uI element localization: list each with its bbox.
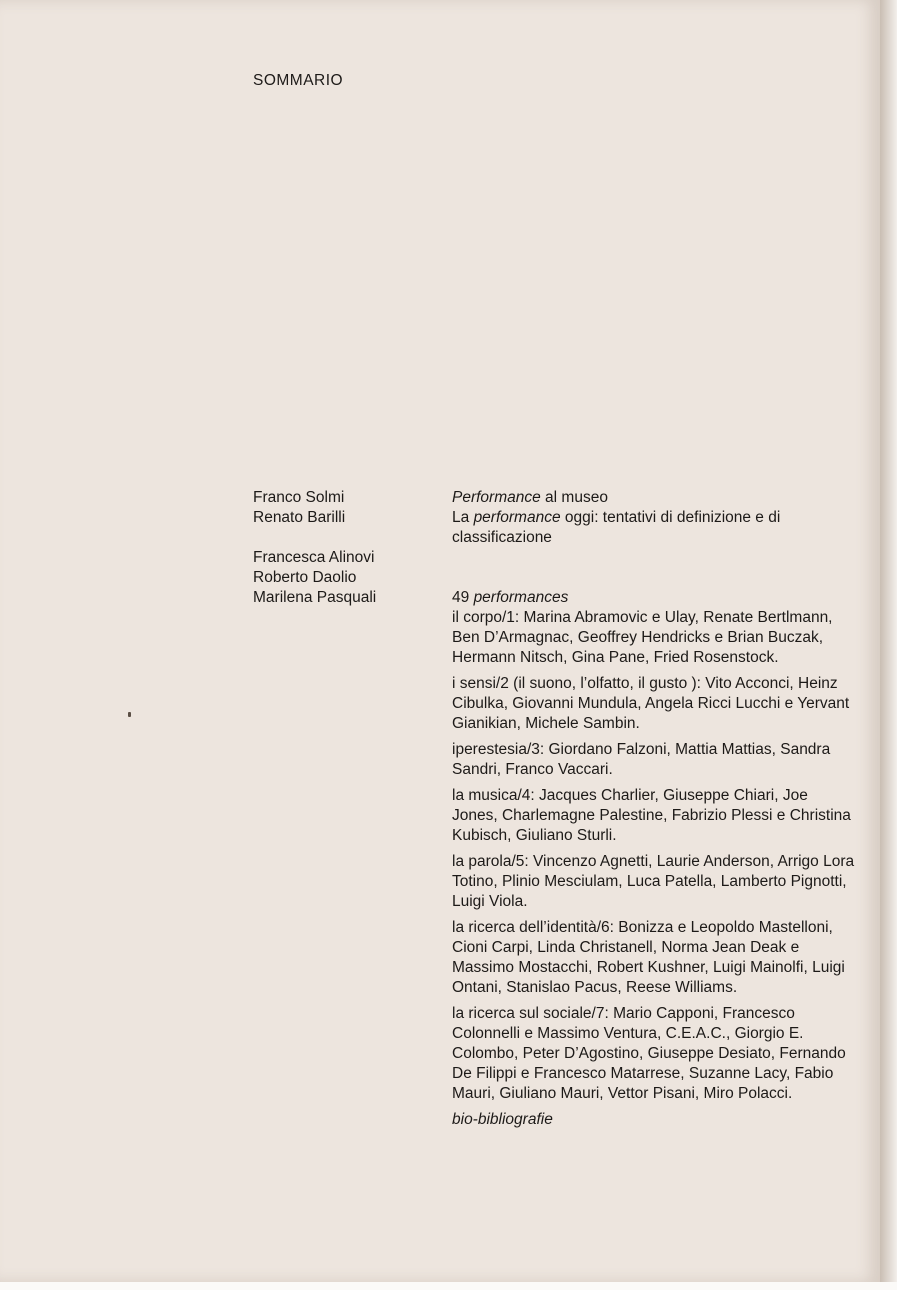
toc-section-parola: la parola/5: Vincenzo Agnetti, Laurie Anderson, Arrigo Lora Totino, Plinio Mesciulam, Luca Patella, Lamberto Pignotti, Luigi Viola. — [452, 853, 855, 910]
contents-column — [452, 488, 857, 1130]
author-francesca-alinovi: Francesca Alinovi — [253, 549, 375, 566]
toc-section-corpo: il corpo/1: Marina Abramovic e Ulay, Renate Bertlmann, Ben D’Armagnac, Geoffrey Hendricks e Brian Buczak, Hermann Nitsch, Gina Pane, Fried Rosenstock. — [452, 609, 833, 666]
toc-section-musica: la musica/4: Jacques Charlier, Giuseppe Chiari, Joe Jones, Charlemagne Palestine, Fabrizio Plessi e Christina Kubisch, Giuliano Sturli. — [452, 787, 851, 844]
toc-italic: performance — [473, 509, 561, 526]
toc-text: al museo — [540, 489, 608, 506]
toc-entry-performance-museo — [452, 488, 857, 508]
author-marilena-pasquali: Marilena Pasquali — [253, 589, 377, 606]
toc-number: 49 — [452, 589, 474, 606]
page-title: SOMMARIO — [253, 72, 344, 89]
toc-entry-performance-oggi — [452, 508, 857, 548]
toc-section-sensi: i sensi/2 (il suono, l’olfatto, il gusto ): Vito Acconci, Heinz Cibulka, Giovanni Mundula, Angela Ricci Lucchi e Yervant Gianikian, Michele Sambin. — [452, 675, 850, 732]
toc-entry-49-performances — [452, 588, 857, 608]
toc-entry-bio-bibliografie: bio-bibliografie — [452, 1111, 553, 1128]
author-group-divider — [253, 528, 433, 548]
author-roberto-daolio: Roberto Daolio — [253, 569, 357, 586]
toc-text: oggi: tentativi di definizione e di classificazione — [452, 509, 781, 546]
page-edge — [880, 0, 897, 1282]
toc-italic: Performance — [452, 489, 541, 506]
toc-italic: performances — [473, 589, 569, 606]
author-renato-barilli: Renato Barilli — [253, 509, 346, 526]
toc-section-iperestesia: iperestesia/3: Giordano Falzoni, Mattia Mattias, Sandra Sandri, Franco Vaccari. — [452, 741, 831, 778]
toc-text: La — [452, 509, 474, 526]
authors-column — [253, 488, 433, 608]
author-franco-solmi: Franco Solmi — [253, 489, 345, 506]
toc-section-identita: la ricerca dell’identità/6: Bonizza e Leopoldo Mastelloni, Cioni Carpi, Linda Christanell, Norma Jean Deak e Massimo Mostacchi, Robert Kushner, Luigi Mainolfi, Luigi Ontani, Stanislao Pacus, Reese Williams. — [452, 919, 845, 996]
toc-section-sociale: la ricerca sul sociale/7: Mario Capponi, Francesco Colonnelli e Massimo Ventura, C.E.A.C., Giorgio E. Colombo, Peter D’Agostino, Giuseppe Desiato, Fernando De Filippi e Francesco Matarrese, Suzanne Lacy, Fabio Mauri, Giuliano Mauri, Vettor Pisani, Miro Polacci. — [452, 1005, 846, 1102]
paper-speck — [128, 712, 131, 717]
